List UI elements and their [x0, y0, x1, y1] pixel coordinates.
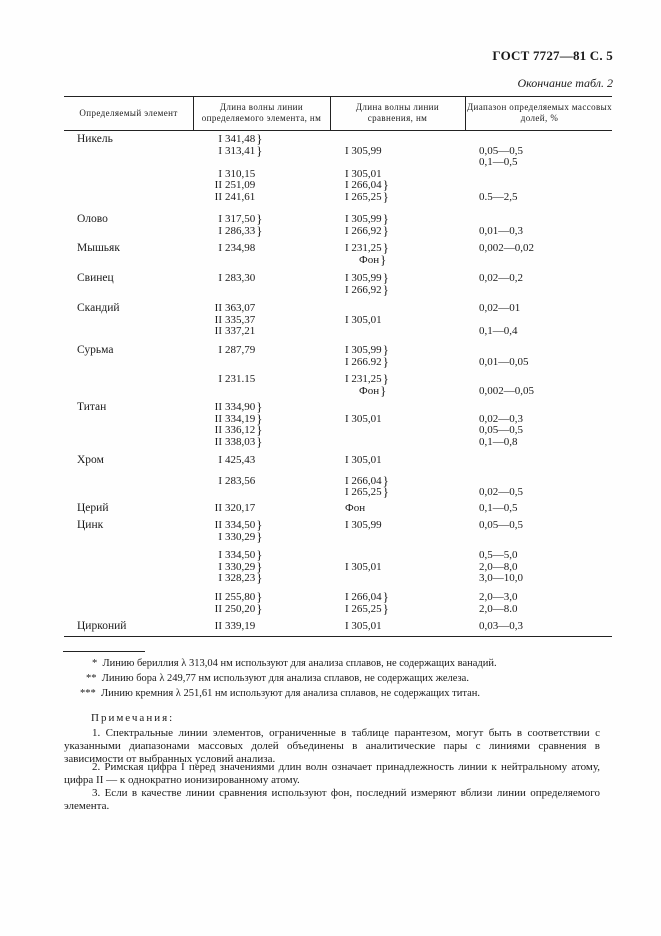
wavelength-value: 335,37	[225, 313, 256, 326]
mass-fraction-range: 0,002—0,05	[479, 384, 534, 397]
reference-value: I 266,92	[345, 224, 382, 237]
footnote	[80, 687, 480, 700]
brace-mark: }	[256, 422, 263, 438]
wavelength-value: 231.15	[225, 373, 256, 385]
element-name: Скандий	[77, 302, 120, 314]
ionization-numeral: I	[218, 549, 222, 562]
wavelength-value: 337,21	[225, 325, 256, 338]
mass-fraction-range: 0,02—0,2	[479, 272, 523, 284]
mass-fraction-range: 2,0—8.0	[479, 602, 518, 615]
reference-value: I 305,01	[345, 167, 382, 180]
wavelength-value: 310,15	[225, 167, 256, 180]
column-divider	[465, 96, 466, 130]
wavelength-line	[208, 620, 255, 632]
ionization-numeral: II	[214, 424, 222, 437]
wavelength-line	[208, 519, 263, 531]
reference-line	[359, 382, 387, 398]
brace-mark: }	[256, 528, 263, 544]
note-item: 3. Если в качестве линии сравнения используют фон, последний измеряют вблизи линии определяемого элемента.	[64, 787, 600, 812]
wavelength-value: 334,50	[225, 549, 256, 562]
wavelength-line	[208, 528, 263, 544]
ionization-numeral: II	[214, 325, 222, 338]
wavelength-line	[208, 410, 263, 426]
page-header-title: ГОСТ 7727—81 С. 5	[492, 48, 613, 63]
ionization-numeral: II	[214, 620, 222, 632]
ionization-numeral: II	[214, 590, 222, 603]
footnote-mark: *	[92, 658, 98, 669]
ionization-numeral: II	[214, 313, 222, 326]
brace-mark: }	[256, 588, 263, 604]
reference-line	[345, 502, 365, 514]
footnote-text: Линию кремния λ 251,61 нм используют для анализа сплавов, не содержащих титан.	[101, 688, 481, 699]
reference-value: I 266,04	[345, 590, 382, 603]
wavelength-line	[208, 325, 255, 337]
brace-mark: }	[256, 211, 263, 226]
mass-fraction-range: 0,05—0,5	[479, 144, 523, 157]
note-item: 1. Спектральные линии элементов, ограниченные в таблице парантезом, могут быть в соответствии с указанными диапазонами массовых долей объединены в аналитические пары с линиями сравнения в зависимости от выбранных условий анализа.	[64, 727, 600, 765]
column-header-wavelength: Длина волны линии определяемого элемента, нм	[201, 102, 322, 123]
brace-mark: }	[380, 251, 387, 267]
reference-value: I 265,25	[345, 602, 382, 615]
column-header-element: Определяемый элемент	[79, 108, 178, 118]
brace-mark: }	[382, 342, 389, 357]
ionization-numeral: I	[218, 344, 222, 356]
mass-fraction-range: 0,01—0,3	[479, 224, 523, 237]
wavelength-value: 255,80	[225, 590, 256, 603]
reference-value: I 305,01	[345, 313, 382, 326]
wavelength-value: 241,61	[225, 191, 256, 203]
wavelength-line	[208, 401, 263, 413]
reference-line	[345, 314, 382, 326]
note-item: 2. Римская цифра I перед значениями длин волн означает принадлежность линии к нейтральному атому, цифра II — к однократно ионизированному атому.	[64, 761, 600, 786]
brace-mark: }	[382, 281, 389, 297]
wavelength-value: 251,09	[225, 179, 256, 192]
ionization-numeral: I	[218, 530, 222, 543]
reference-value: Фон	[359, 384, 380, 397]
ionization-numeral: II	[214, 602, 222, 615]
element-name: Сурьма	[77, 344, 114, 356]
brace-mark: }	[382, 270, 389, 285]
wavelength-line	[208, 600, 263, 616]
wavelength-line	[208, 424, 263, 436]
reference-value: I 305,99	[345, 272, 382, 284]
mass-fraction-range: 0,1—0,4	[479, 325, 518, 338]
mass-fraction-range: 2,0—8,0	[479, 560, 518, 573]
ionization-numeral: I	[218, 474, 222, 487]
brace-mark: }	[382, 484, 389, 500]
reference-value: I 231,25	[345, 373, 382, 385]
brace-mark: }	[382, 211, 389, 226]
reference-value: I 305,99	[345, 519, 382, 531]
wavelength-line	[208, 142, 263, 158]
reference-line	[345, 145, 382, 157]
notes-heading: Примечания:	[91, 712, 175, 724]
wavelength-value: 330,29	[225, 530, 256, 543]
ionization-numeral: I	[218, 572, 222, 585]
brace-mark: }	[256, 600, 263, 616]
column-header-range: Диапазон определяемых массовых долей, %	[467, 102, 613, 123]
mass-fraction-range: 0,1—0,5	[479, 502, 518, 514]
ionization-numeral: I	[218, 133, 222, 145]
reference-line	[345, 519, 382, 531]
wavelength-value: 234,98	[225, 242, 256, 254]
wavelength-value: 250,20	[225, 602, 256, 615]
wavelength-value: 287,79	[225, 344, 256, 356]
wavelength-line	[208, 549, 263, 561]
reference-value: I 305,99	[345, 344, 382, 356]
ionization-numeral: I	[218, 224, 222, 237]
ionization-numeral: II	[214, 502, 222, 514]
table-top-rule	[64, 96, 612, 97]
ionization-numeral: II	[214, 435, 222, 448]
reference-line	[359, 251, 387, 267]
reference-value: I 305,99	[345, 144, 382, 157]
mass-fraction-range: 0.5—2,5	[479, 191, 518, 203]
mass-fraction-range: 0,002—0,02	[479, 242, 534, 254]
ionization-numeral: I	[218, 272, 222, 284]
wavelength-line	[208, 344, 255, 356]
reference-value: I 305,01	[345, 560, 382, 573]
wavelength-line	[208, 373, 255, 385]
wavelength-line	[208, 213, 263, 225]
footnote-text: Линию бериллия λ 313,04 нм используют для анализа сплавов, не содержащих ванадий.	[102, 658, 497, 669]
brace-mark: }	[382, 222, 389, 238]
mass-fraction-range: 0,05—0,5	[479, 519, 523, 531]
ionization-numeral: II	[214, 179, 222, 192]
ionization-numeral: I	[218, 454, 222, 466]
wavelength-line	[208, 272, 255, 284]
element-name: Церий	[77, 502, 109, 514]
brace-mark: }	[256, 517, 263, 532]
reference-value: I 265,25	[345, 486, 382, 499]
element-name: Свинец	[77, 272, 114, 284]
mass-fraction-range: 0,05—0,5	[479, 424, 523, 437]
brace-mark: }	[380, 382, 387, 398]
reference-value: I 305,99	[345, 213, 382, 225]
ionization-numeral: I	[218, 373, 222, 385]
wavelength-value: 338,03	[225, 435, 256, 448]
column-divider	[330, 96, 331, 130]
wavelength-value: 283,30	[225, 272, 256, 284]
mass-fraction-range: 0,02—0,5	[479, 486, 523, 499]
reference-line	[345, 600, 389, 616]
brace-mark: }	[256, 558, 263, 574]
wavelength-line	[208, 502, 255, 514]
mass-fraction-range: 3,0—10,0	[479, 572, 523, 585]
brace-mark: }	[256, 410, 263, 426]
wavelength-line	[208, 558, 263, 574]
footnote	[86, 672, 469, 685]
mass-fraction-range: 0,1—0,5	[479, 156, 518, 169]
wavelength-value: 334,50	[225, 519, 256, 531]
wavelength-value: 328,23	[225, 572, 256, 585]
element-name: Цинк	[77, 519, 104, 531]
mass-fraction-range: 0,02—01	[479, 302, 521, 314]
brace-mark: }	[382, 588, 389, 604]
reference-value: I 305,01	[345, 454, 382, 466]
element-name: Олово	[77, 213, 108, 225]
ionization-numeral: II	[214, 519, 222, 531]
ionization-numeral: I	[218, 144, 222, 157]
reference-value: I 305,01	[345, 620, 382, 632]
brace-mark: }	[256, 570, 263, 586]
mass-fraction-range: 0,01—0,05	[479, 355, 529, 368]
footnote-mark: **	[86, 673, 97, 684]
reference-value: I 266,92	[345, 283, 382, 296]
wavelength-line	[208, 242, 255, 254]
reference-line	[345, 620, 382, 632]
wavelength-line	[208, 191, 255, 203]
wavelength-value: 317,50	[225, 213, 256, 225]
brace-mark: }	[382, 240, 389, 255]
table-bottom-rule	[64, 636, 612, 637]
wavelength-line	[208, 302, 255, 314]
reference-value: I 265,25	[345, 191, 382, 203]
reference-value: I 266,04	[345, 179, 382, 192]
footnote	[92, 657, 497, 670]
reference-value: I 305,01	[345, 412, 382, 425]
brace-mark: }	[382, 472, 389, 488]
ionization-numeral: II	[214, 191, 222, 203]
mass-fraction-range: 0,1—0,8	[479, 435, 518, 448]
element-name: Титан	[77, 401, 107, 413]
wavelength-value: 425,43	[225, 454, 256, 466]
element-name: Никель	[77, 133, 113, 145]
reference-value: I 231,25	[345, 242, 382, 254]
reference-line	[345, 191, 389, 203]
wavelength-line	[208, 475, 255, 487]
brace-mark: }	[256, 547, 263, 563]
mass-fraction-range: 2,0—3,0	[479, 590, 518, 603]
wavelength-value: 283,56	[225, 474, 256, 487]
wavelength-value: 336,12	[225, 424, 256, 437]
footnote-text: Линию бора λ 249,77 нм используют для анализа сплавов, не содержащих железа.	[101, 673, 469, 684]
wavelength-value: 363,07	[225, 302, 256, 314]
wavelength-value: 341,48	[225, 133, 256, 145]
reference-line	[345, 561, 382, 573]
reference-value: I 266,04	[345, 474, 382, 487]
footnote-mark: ***	[80, 688, 96, 699]
brace-mark: }	[382, 177, 389, 193]
wavelength-line	[208, 222, 263, 238]
brace-mark: }	[256, 433, 263, 449]
wavelength-line	[208, 168, 255, 180]
brace-mark: }	[256, 399, 263, 414]
wavelength-line	[208, 588, 263, 604]
wavelength-line	[208, 572, 263, 584]
reference-value: Фон	[345, 502, 366, 514]
ionization-numeral: II	[214, 401, 222, 413]
element-name: Мышьяк	[77, 242, 120, 254]
brace-mark: }	[382, 189, 389, 204]
ionization-numeral: I	[218, 560, 222, 573]
reference-value: Фон	[359, 253, 380, 266]
brace-mark: }	[382, 353, 389, 369]
mass-fraction-range: 0,5—5,0	[479, 549, 518, 562]
reference-line	[345, 281, 389, 297]
ionization-numeral: II	[214, 412, 222, 425]
mass-fraction-range: 0,03—0,3	[479, 620, 523, 632]
reference-line	[345, 222, 389, 238]
reference-line	[345, 353, 389, 369]
brace-mark: }	[382, 600, 389, 616]
column-divider	[193, 96, 194, 130]
table-header-rule	[64, 130, 612, 131]
reference-line	[345, 486, 389, 498]
mass-fraction-range: 0,02—0,3	[479, 412, 523, 425]
ionization-numeral: I	[218, 213, 222, 225]
ionization-numeral: I	[218, 167, 222, 180]
brace-mark: }	[382, 371, 389, 386]
ionization-numeral: I	[218, 242, 222, 254]
wavelength-line	[208, 314, 255, 326]
wavelength-line	[208, 179, 255, 191]
element-name: Хром	[77, 454, 104, 466]
wavelength-value: 313,41	[225, 144, 256, 157]
wavelength-value: 330,29	[225, 560, 256, 573]
element-name: Цирконий	[77, 620, 127, 632]
footnote-separator	[63, 651, 145, 652]
reference-line	[345, 413, 382, 425]
wavelength-value: 334,19	[225, 412, 256, 425]
reference-value: I 266.92	[345, 355, 382, 368]
reference-line	[345, 454, 382, 466]
brace-mark: }	[256, 131, 263, 146]
wavelength-line	[208, 433, 263, 449]
wavelength-line	[208, 133, 263, 145]
ionization-numeral: II	[214, 302, 222, 314]
reference-line	[345, 168, 382, 180]
brace-mark: }	[256, 222, 263, 238]
wavelength-value: 320,17	[225, 502, 256, 514]
wavelength-value: 334,90	[225, 401, 256, 413]
wavelength-value: 339,19	[225, 620, 256, 632]
table-continuation-label: Окончание табл. 2	[517, 76, 613, 90]
column-header-reference: Длина волны линии сравнения, нм	[355, 102, 440, 123]
brace-mark: }	[256, 142, 263, 158]
wavelength-line	[208, 454, 255, 466]
wavelength-value: 286,33	[225, 224, 256, 237]
